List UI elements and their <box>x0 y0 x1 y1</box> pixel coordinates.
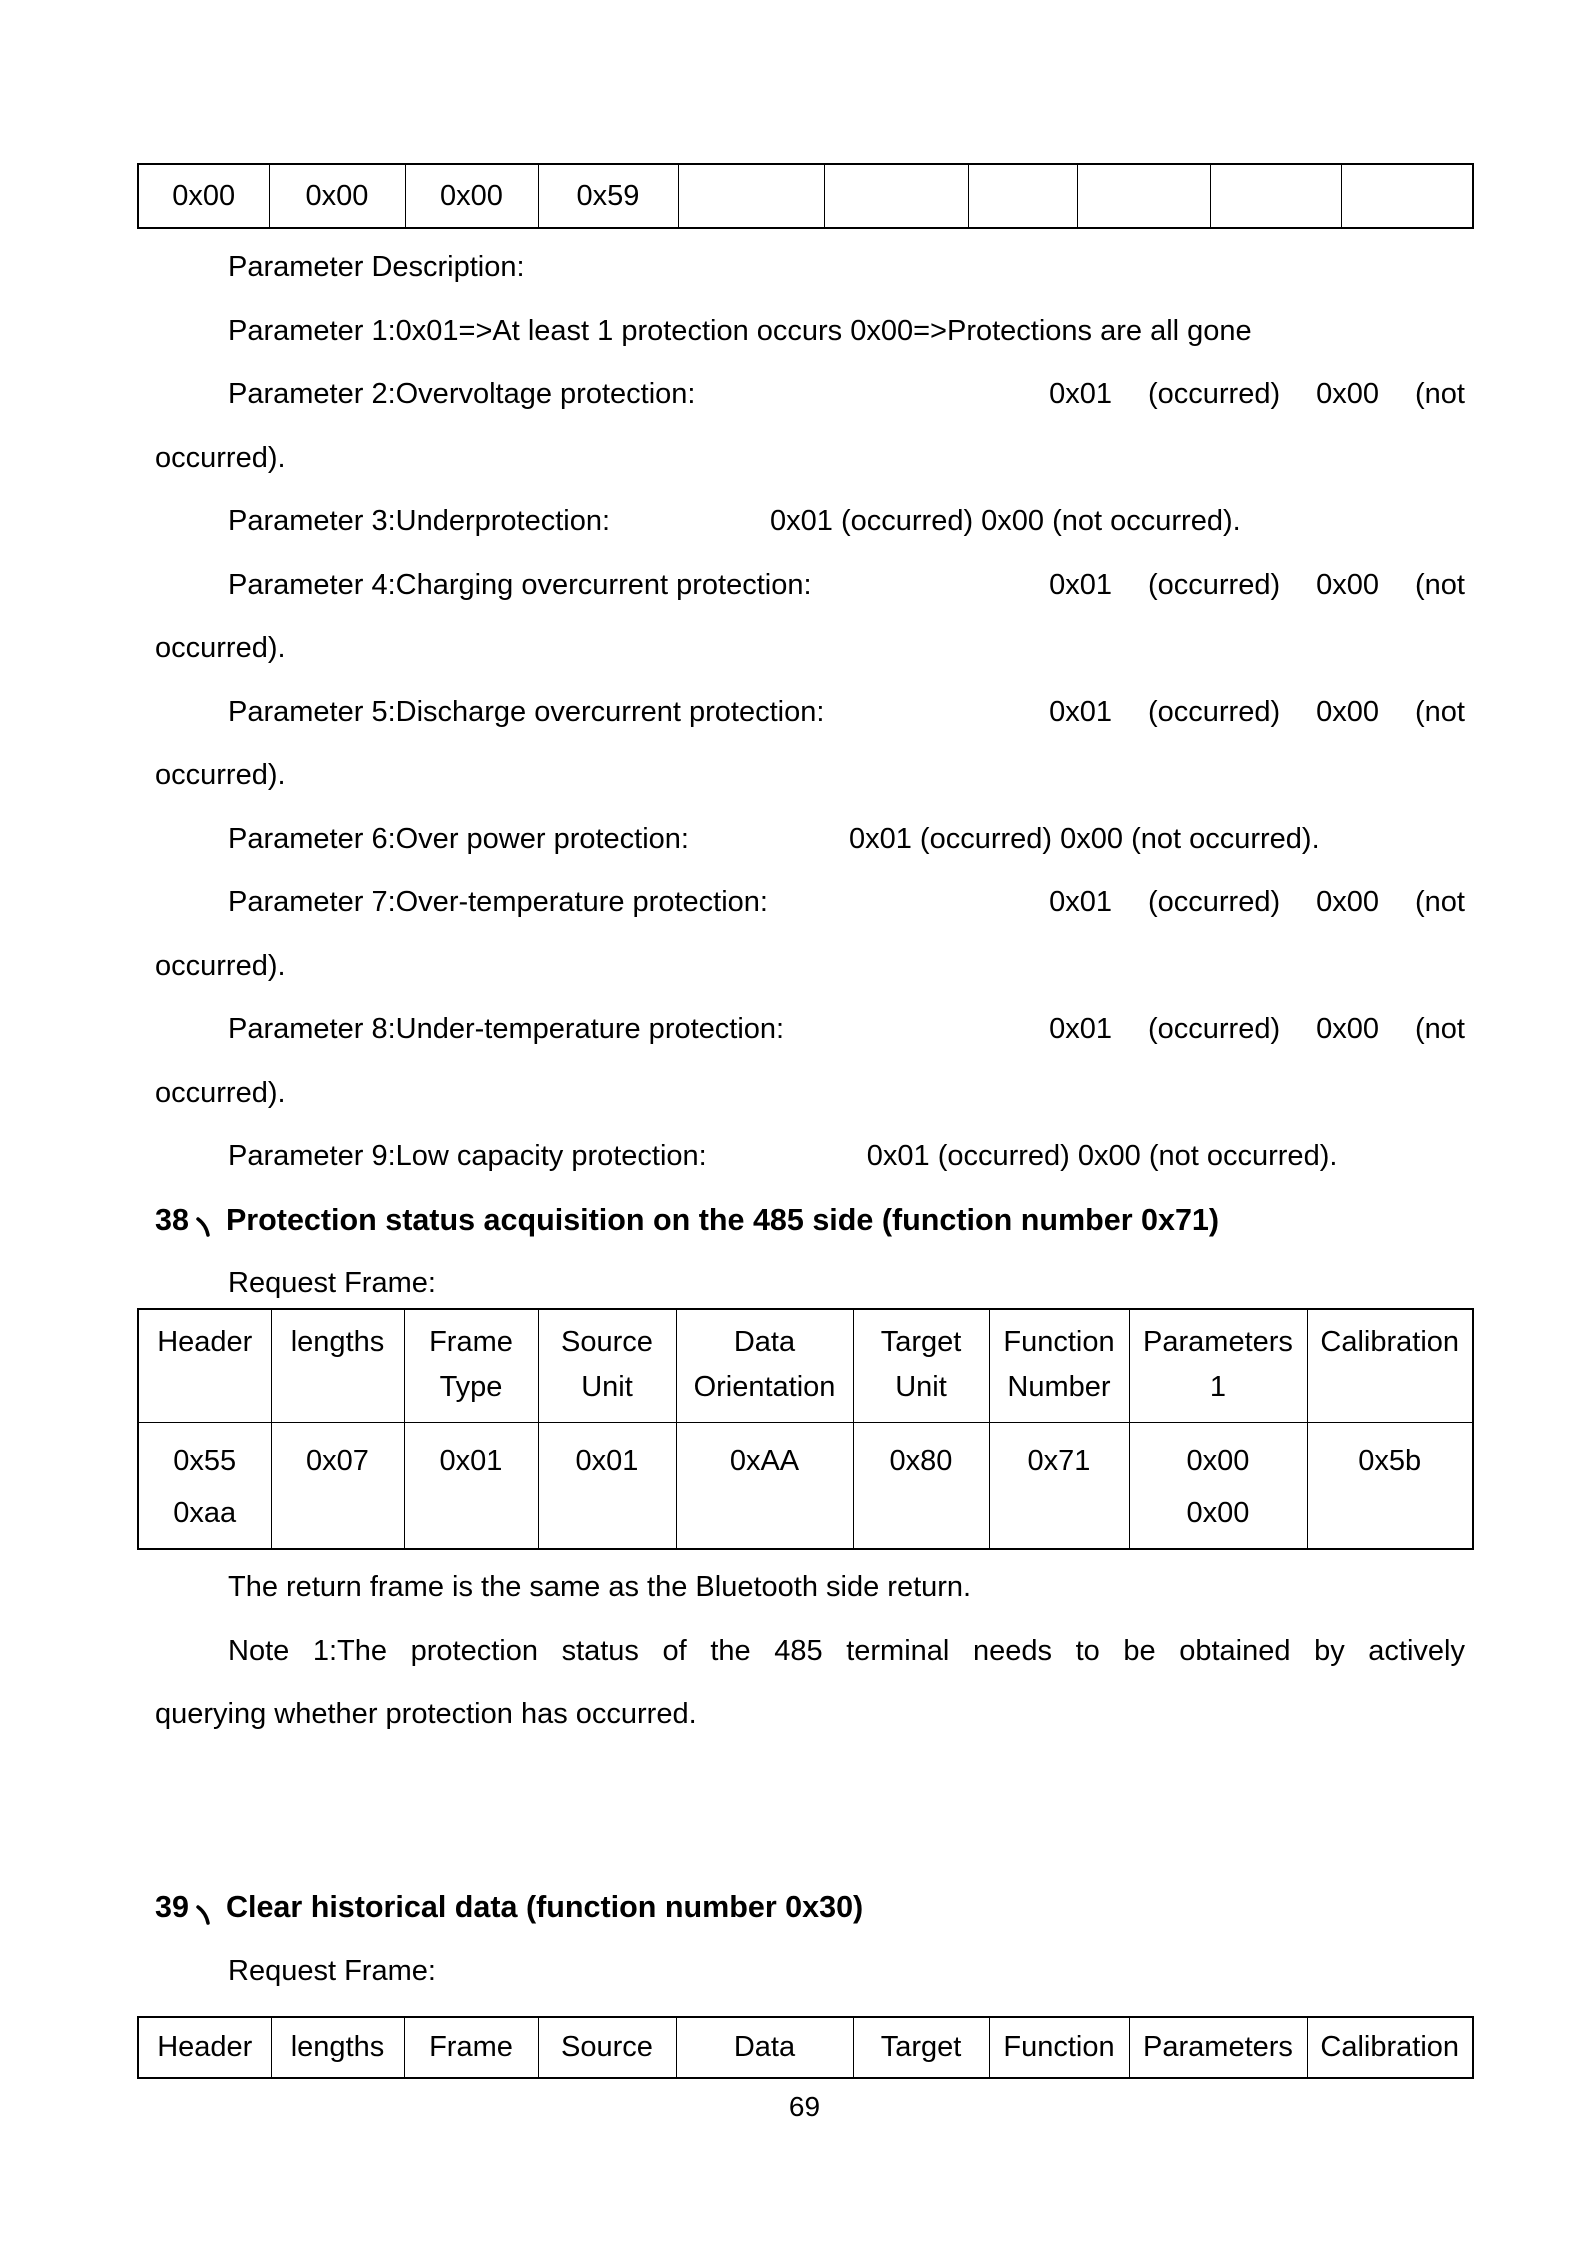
cell-line: 0x80 <box>889 1444 953 1477</box>
section-title: Clear historical data (function number 0x30) <box>225 1890 864 1924</box>
table-cell <box>404 1422 538 1549</box>
parameter-3-value: 0x01 (occurred) 0x00 (not occurred). <box>770 505 1241 537</box>
parameter-8-continuation: occurred). <box>155 1076 286 1109</box>
table-header-cell <box>853 1309 989 1422</box>
table-cell <box>853 1422 989 1549</box>
section-39-heading <box>155 1876 1465 1940</box>
table-header-cell <box>1129 1309 1307 1422</box>
table-header-cell <box>676 2017 853 2078</box>
parameter-8-label: Parameter 8:Under-temperature protection: <box>228 1013 785 1045</box>
section-38-notes <box>155 1556 1465 1747</box>
parameter-5-line <box>155 681 1465 745</box>
cell-line: 0x71 <box>1027 1444 1091 1477</box>
header-line: Number <box>1007 1371 1111 1403</box>
table-cell <box>1341 164 1473 228</box>
parameter-4-continuation: occurred). <box>155 632 286 664</box>
request-frame-table-39 <box>137 2016 1474 2079</box>
request-frame-label: Request Frame: <box>228 1267 436 1299</box>
cell-value: 0x00 <box>305 179 369 212</box>
parameter-8-value: (occurred) <box>1147 1013 1281 1045</box>
parameter-5-label: Parameter 5:Discharge overcurrent protection: <box>228 695 825 728</box>
table-header-cell <box>676 1309 853 1422</box>
parameter-4-label: Parameter 4:Charging overcurrent protection: <box>228 568 812 601</box>
table-header-cell <box>404 1309 538 1422</box>
header-line: Source <box>561 2031 653 2063</box>
table-cell <box>138 1422 271 1549</box>
parameter-2-value: (occurred) <box>1147 378 1281 410</box>
request-frame-label: Request Frame: <box>228 1954 436 1987</box>
parameter-4-line <box>155 554 1465 618</box>
table-cell <box>1307 1422 1473 1549</box>
parameter-7-value: (occurred) <box>1147 886 1281 918</box>
ideographic-comma-icon <box>194 1214 214 1242</box>
table-row <box>138 164 1473 228</box>
header-line: Target <box>880 2031 962 2063</box>
table-cell <box>678 164 824 228</box>
parameter-8-value: 0x00 <box>1316 1013 1380 1045</box>
cell-line: 0x01 <box>575 1444 639 1477</box>
header-line: Header <box>157 1326 253 1358</box>
cell-line: 0x55 <box>173 1444 237 1477</box>
section-number: 38 <box>155 1202 189 1237</box>
header-line: lengths <box>290 2031 385 2063</box>
table-cell <box>1077 164 1210 228</box>
section-number: 39 <box>155 1890 189 1924</box>
parameter-5-continuation: occurred). <box>155 759 286 791</box>
cell-line: 0x5b <box>1358 1444 1422 1477</box>
header-line: Type <box>439 1371 503 1403</box>
header-line: Header <box>157 2031 253 2063</box>
table-cell <box>1210 164 1341 228</box>
table-header-cell <box>538 1309 676 1422</box>
parameter-4-value: 0x00 <box>1316 568 1380 601</box>
parameter-7-value: 0x00 <box>1316 886 1380 918</box>
parameter-3-line <box>155 490 1465 554</box>
header-line: lengths <box>290 1326 385 1358</box>
cell-value: 0x00 <box>440 179 503 212</box>
table-header-cell <box>138 2017 271 2078</box>
parameter-2-continuation: occurred). <box>155 441 286 474</box>
header-line: Unit <box>895 1371 947 1403</box>
page-number: 69 <box>788 2091 821 2122</box>
parameter-6-line <box>155 808 1465 872</box>
parameter-2-value: 0x00 <box>1316 378 1380 410</box>
table-header-cell <box>271 2017 404 2078</box>
cell-line: 0x00 <box>1186 1496 1250 1529</box>
parameter-9-value: 0x01 (occurred) 0x00 (not occurred). <box>866 1140 1338 1172</box>
parameter-8-value: 0x01 <box>1049 1013 1112 1045</box>
table-cell <box>271 1422 404 1549</box>
header-line: Parameters <box>1143 2031 1293 2063</box>
parameter-2-value: (not <box>1415 378 1465 410</box>
table-header-cell <box>989 2017 1129 2078</box>
table-header-row <box>138 1309 1473 1422</box>
table-header-cell <box>1307 2017 1473 2078</box>
header-line: Parameters <box>1143 1326 1293 1358</box>
table-cell <box>824 164 968 228</box>
table-cell <box>676 1422 853 1549</box>
table-header-row <box>138 2017 1473 2078</box>
parameter-3-label: Parameter 3:Underprotection: <box>228 505 611 537</box>
parameter-7-label: Parameter 7:Over-temperature protection: <box>228 886 768 918</box>
parameter-8-line <box>155 998 1465 1062</box>
parameter-5-value: (occurred) <box>1147 695 1281 728</box>
table-header-cell <box>271 1309 404 1422</box>
table-header-cell <box>138 1309 271 1422</box>
parameter-2-label: Parameter 2:Overvoltage protection: <box>228 378 696 410</box>
header-line: Data <box>733 2031 796 2063</box>
table-header-cell <box>538 2017 676 2078</box>
parameter-8-value: (not <box>1415 1013 1465 1045</box>
parameter-9-line <box>155 1125 1465 1189</box>
note-1-line-1: Note 1:The protection status of the 485 terminal needs to be obtained by actively <box>228 1634 1465 1667</box>
parameter-7-value: (not <box>1415 886 1465 918</box>
parameter-2-line <box>155 363 1465 427</box>
table-cell <box>269 164 405 228</box>
header-line: Target <box>880 1326 962 1358</box>
table-header-cell <box>853 2017 989 2078</box>
table-header-cell <box>1129 2017 1307 2078</box>
header-line: Frame <box>429 1326 513 1358</box>
cell-line: 0x00 <box>1186 1444 1250 1477</box>
header-line: Frame <box>429 2031 513 2063</box>
parameter-2-value: 0x01 <box>1049 378 1112 410</box>
cell-value: 0x00 <box>172 179 236 212</box>
table-cell <box>405 164 538 228</box>
request-frame-table-38 <box>137 1308 1474 1550</box>
header-line: Unit <box>581 1371 633 1403</box>
parameter-4-value: (occurred) <box>1147 568 1281 601</box>
cell-line: 0x01 <box>439 1444 503 1477</box>
parameter-1-line: Parameter 1:0x01=>At least 1 protection occurs 0x00=>Protections are all gone <box>228 314 1252 347</box>
note-1-line-2: querying whether protection has occurred. <box>155 1698 697 1730</box>
cell-line: 0xAA <box>729 1444 800 1477</box>
header-line: Orientation <box>693 1371 836 1403</box>
parameter-5-value: (not <box>1415 695 1465 728</box>
table-value-row <box>138 1422 1473 1549</box>
parameter-4-value: 0x01 <box>1049 568 1112 601</box>
header-line: Calibration <box>1320 2031 1460 2063</box>
table-header-cell <box>989 1309 1129 1422</box>
table-header-cell <box>404 2017 538 2078</box>
parameter-5-value: 0x00 <box>1316 695 1380 728</box>
continuation-frame-table <box>137 163 1474 229</box>
table-cell <box>989 1422 1129 1549</box>
ideographic-comma-icon <box>194 1902 214 1930</box>
section-39 <box>155 1876 1465 2003</box>
header-line: Data <box>733 1326 796 1358</box>
parameter-9-label: Parameter 9:Low capacity protection: <box>228 1140 707 1172</box>
table-cell <box>538 1422 676 1549</box>
table-cell <box>1129 1422 1307 1549</box>
header-line: Calibration <box>1320 1326 1460 1358</box>
parameter-5-value: 0x01 <box>1049 695 1112 728</box>
parameter-7-line <box>155 871 1465 935</box>
parameter-description-title: Parameter Description: <box>228 251 525 283</box>
table-header-cell <box>1307 1309 1473 1422</box>
table-cell <box>138 164 269 228</box>
section-38-heading <box>155 1189 1465 1253</box>
parameter-7-continuation: occurred). <box>155 949 286 982</box>
cell-line: 0xaa <box>173 1496 237 1529</box>
section-title: Protection status acquisition on the 485 side (function number 0x71) <box>225 1202 1220 1237</box>
parameter-7-value: 0x01 <box>1049 886 1112 918</box>
table-cell <box>538 164 678 228</box>
table-cell <box>968 164 1077 228</box>
header-line: Source <box>561 1326 653 1358</box>
cell-line: 0x07 <box>306 1444 369 1477</box>
parameter-4-value: (not <box>1415 568 1465 601</box>
return-frame-note: The return frame is the same as the Bluetooth side return. <box>228 1571 972 1603</box>
parameter-6-value: 0x01 (occurred) 0x00 (not occurred). <box>848 822 1320 855</box>
parameter-6-label: Parameter 6:Over power protection: <box>228 822 689 855</box>
cell-value: 0x59 <box>576 179 640 212</box>
header-line: 1 <box>1209 1371 1227 1403</box>
parameter-description-section <box>155 236 1465 1316</box>
header-line: Function <box>1003 2031 1115 2063</box>
header-line: Function <box>1003 1326 1115 1358</box>
